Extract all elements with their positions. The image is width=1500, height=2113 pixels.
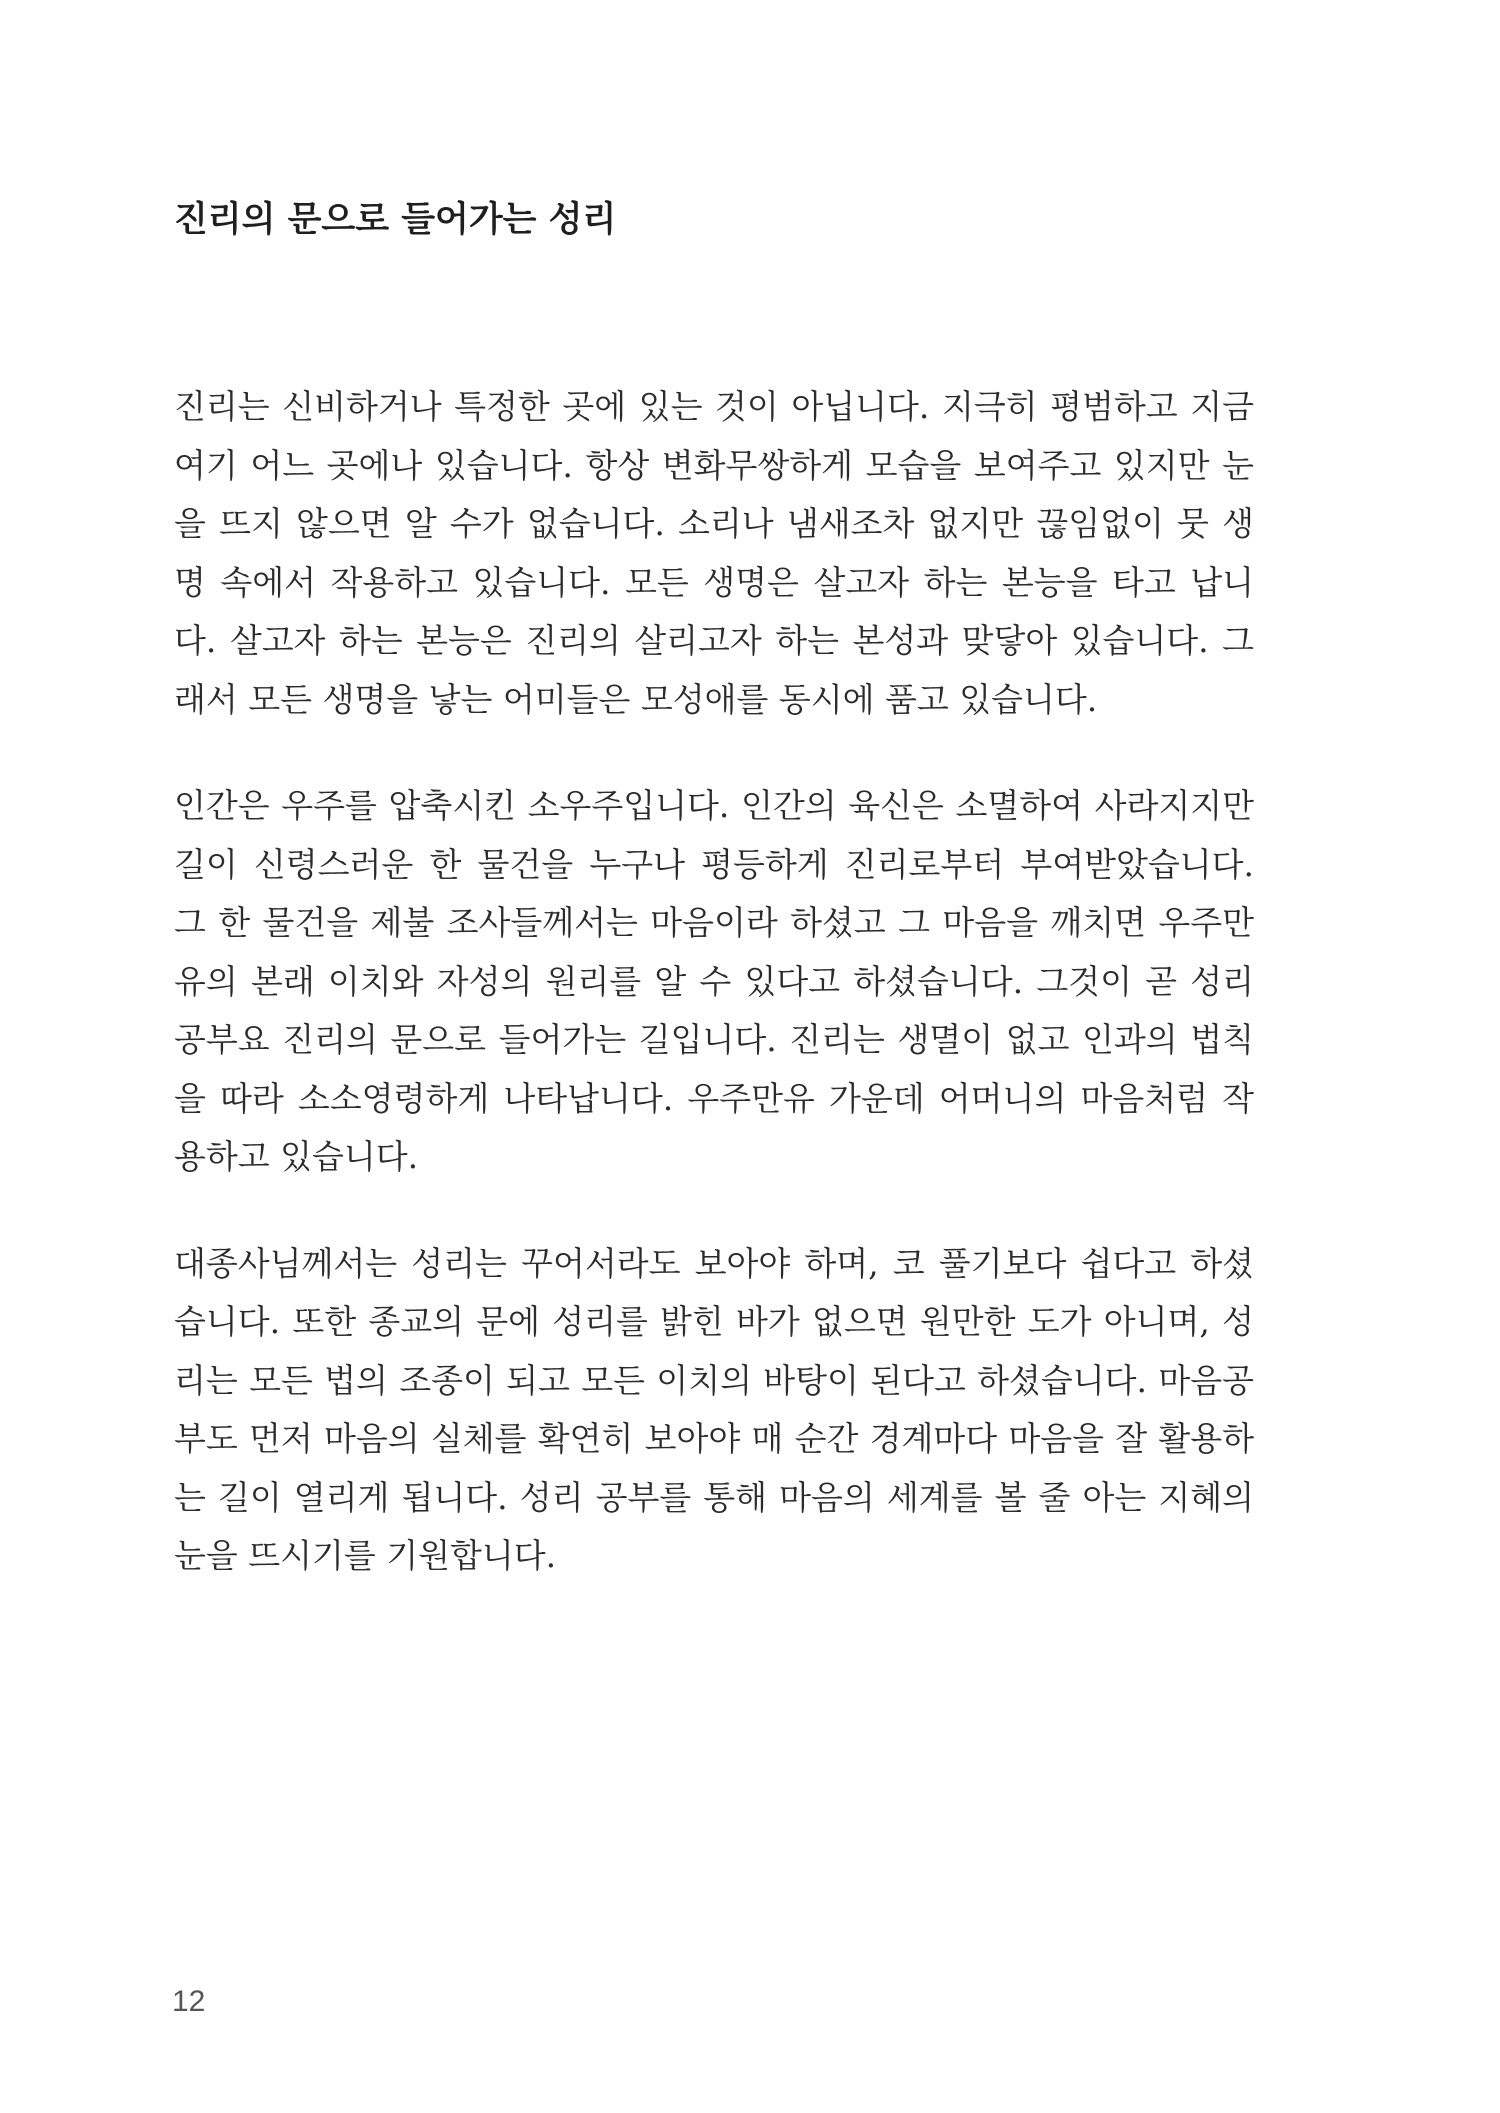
text-line: 부도 먼저 마음의 실체를 확연히 보아야 매 순간 경계마다 마음을 잘 활용하 [174,1419,1254,1458]
text-line: 다. 살고자 하는 본능은 진리의 살리고자 하는 본성과 맞닿아 있습니다. 그 [174,621,1254,660]
text-line: 래서 모든 생명을 낳는 어미들은 모성애를 동시에 품고 있습니다. [174,679,1098,719]
text-line: 그 한 물건을 제불 조사들께서는 마음이라 하셨고 그 마음을 깨치면 우주만 [174,903,1254,942]
text-line: 리는 모든 법의 조종이 되고 모든 이치의 바탕이 된다고 하셨습니다. 마음공 [174,1360,1254,1400]
text-line: 을 따라 소소영령하게 나타납니다. 우주만유 가운데 어머니의 마음처럼 작 [174,1078,1254,1118]
text-line: 대종사님께서는 성리는 꾸어서라도 보아야 하며, 코 풀기보다 쉽다고 하셨 [174,1243,1254,1283]
chapter-title: 진리의 문으로 들어가는 성리 [174,200,617,240]
text-line: 유의 본래 이치와 자성의 원리를 알 수 있다고 하셨습니다. 그것이 곧 성리 [174,961,1254,1001]
body-text [174,378,1254,1634]
page-number: 12 [172,1985,206,2018]
text-line: 여기 어느 곳에나 있습니다. 항상 변화무쌍하게 모습을 보여주고 있지만 눈 [174,445,1254,485]
text-line: 진리는 신비하거나 특정한 곳에 있는 것이 아닙니다. 지극히 평범하고 지금 [174,387,1254,426]
text-line: 용하고 있습니다. [174,1137,419,1176]
text-line: 명 속에서 작용하고 있습니다. 모든 생명은 살고자 하는 본능을 타고 납니 [174,562,1254,602]
text-line: 을 뜨지 않으면 알 수가 없습니다. 소리나 냄새조차 없지만 끊임없이 뭇 생 [174,504,1254,543]
text-line: 길이 신령스러운 한 물건을 누구나 평등하게 진리로부터 부여받았습니다. [174,844,1254,884]
paragraph-3 [174,1235,1254,1586]
paragraph-1 [174,378,1254,729]
paragraph-2 [174,777,1254,1187]
text-line: 눈을 뜨시기를 기원합니다. [174,1536,557,1575]
text-line: 습니다. 또한 종교의 문에 성리를 밝힌 바가 없으면 원만한 도가 아니며, 성 [174,1302,1254,1341]
text-line: 인간은 우주를 압축시킨 소우주입니다. 인간의 육신은 소멸하여 사라지지만 [174,786,1254,825]
text-line: 공부요 진리의 문으로 들어가는 길입니다. 진리는 생멸이 없고 인과의 법칙 [174,1020,1254,1059]
text-line: 는 길이 열리게 됩니다. 성리 공부를 통해 마음의 세계를 볼 줄 아는 지혜의 [174,1477,1254,1517]
